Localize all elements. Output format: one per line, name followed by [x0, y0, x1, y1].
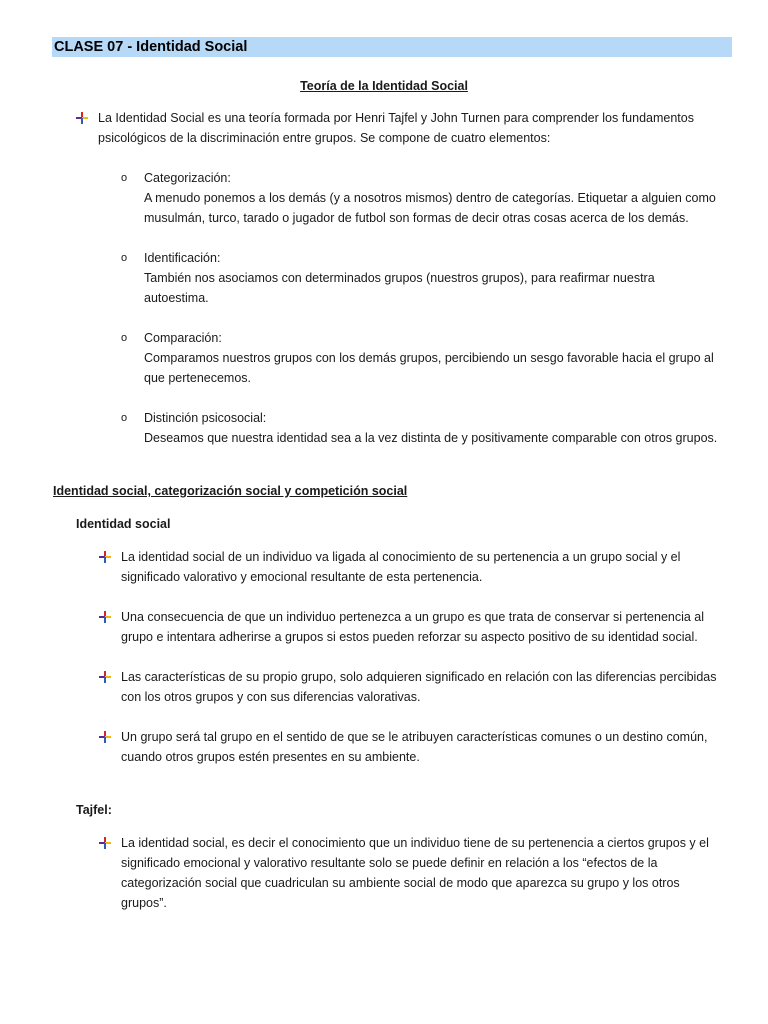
list-item	[144, 168, 716, 228]
intro-paragraph	[98, 108, 694, 148]
list-item-title: Identificación:	[144, 251, 221, 265]
section-heading: Identidad social, categorización social y competición social	[53, 484, 408, 498]
page-title: CLASE 07 - Identidad Social	[52, 37, 732, 57]
list-item	[121, 607, 704, 647]
list-item-line: La identidad social de un individuo va ligada al conocimiento de su pertenencia a un grupo social y el	[121, 550, 681, 564]
list-item-line: Un grupo será tal grupo en el sentido de que se le atribuyen características comunes o un destino común,	[121, 730, 708, 744]
list-item	[121, 547, 680, 587]
circle-bullet: o	[121, 252, 128, 264]
circle-bullet: o	[121, 172, 128, 184]
list-item-line: categorización social que cuadriculan su ambiente social de modo que aparezca su grupo y los otros	[121, 876, 680, 890]
list-item-line: que pertenecemos.	[144, 371, 252, 385]
list-item-title: Comparación:	[144, 331, 222, 345]
list-item-line: autoestima.	[144, 291, 209, 305]
list-item	[144, 408, 717, 448]
list-item-line: Deseamos que nuestra identidad sea a la vez distinta de y positivamente comparable con otros grupos.	[144, 431, 718, 445]
list-item-line: También nos asociamos con determinados grupos (nuestros grupos), para reafirmar nuestra	[144, 271, 655, 285]
sub-heading: Identidad social	[76, 517, 171, 531]
sub-heading-tajfel: Tajfel:	[76, 803, 112, 817]
list-item-line: La identidad social, es decir el conocimiento que un individuo tiene de su pertenencia a ciertos grupos y el	[121, 836, 709, 850]
list-item	[121, 667, 716, 707]
pinwheel-bullet-icon	[99, 551, 111, 563]
list-item-line: cuando otros grupos estén presentes en su ambiente.	[121, 750, 420, 764]
list-item-line: Las características de su propio grupo, solo adquieren significado en relación con las diferencias percibidas	[121, 670, 717, 684]
list-item-line: con los otros grupos y con sus diferencias valorativas.	[121, 690, 421, 704]
pinwheel-bullet-icon	[99, 731, 111, 743]
circle-bullet: o	[121, 412, 128, 424]
section-title-teoria: Teoría de la Identidad Social	[300, 79, 468, 93]
list-item-line: grupos”.	[121, 896, 167, 910]
list-item-line: significado valorativo y emocional resultante de esta pertenencia.	[121, 570, 483, 584]
pinwheel-bullet-icon	[76, 112, 88, 124]
list-item-line: Una consecuencia de que un individuo pertenezca a un grupo es que trata de conservar si pertenencia al	[121, 610, 705, 624]
pinwheel-bullet-icon	[99, 671, 111, 683]
list-item-line: significado emocional y valorativo resultante solo se puede definir en relación a los “efectos de la	[121, 856, 658, 870]
list-item	[121, 833, 709, 913]
pinwheel-bullet-icon	[99, 837, 111, 849]
list-item	[144, 248, 655, 308]
circle-bullet: o	[121, 332, 128, 344]
list-item-title: Distinción psicosocial:	[144, 411, 267, 425]
pinwheel-bullet-icon	[99, 611, 111, 623]
list-item-line: grupo e intentara adherirse a grupos si estos pueden reforzar su aspecto positivo de su identidad social.	[121, 630, 698, 644]
list-item-line: musulmán, turco, tarado o jugador de futbol son formas de decir otras cosas acerca de los demás.	[144, 211, 689, 225]
list-item-line: A menudo ponemos a los demás (y a nosotros mismos) dentro de categorías. Etiquetar a alguien como	[144, 191, 716, 205]
list-item	[121, 727, 707, 767]
list-item-line: Comparamos nuestros grupos con los demás grupos, percibiendo un sesgo favorable hacia el grupo al	[144, 351, 714, 365]
intro-line: psicológicos de la discriminación entre grupos. Se compone de cuatro elementos:	[98, 131, 551, 145]
intro-line: La Identidad Social es una teoría formada por Henri Tajfel y John Turnen para comprender los fundamentos	[98, 111, 694, 125]
list-item	[144, 328, 714, 388]
list-item-title: Categorización:	[144, 171, 231, 185]
